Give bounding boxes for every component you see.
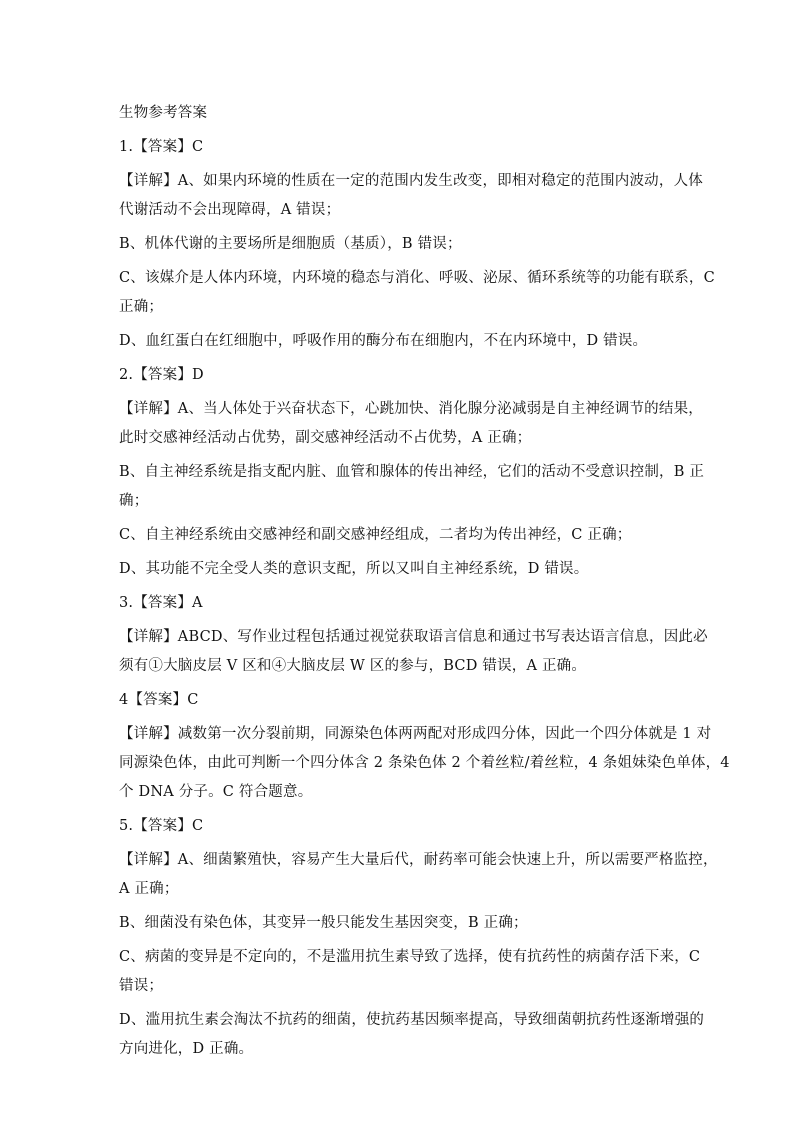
- text-line: 同源染色体，由此可判断一个四分体含 2 条染色体 2 个着丝粒/着丝粒，4 条姐妹染色单体，4: [119, 755, 730, 771]
- document-content: [119, 99, 730, 1069]
- answer-3: [119, 589, 708, 681]
- explanation-paragraph: [119, 846, 718, 904]
- text-line: C、该媒介是人体内环境，内环境的稳态与消化、呼吸、泌尿、循环系统等的功能有联系，C: [119, 270, 715, 286]
- text-line: D、滥用抗生素会淘汰不抗药的细菌，使抗药基因频率提高，导致细菌朝抗药性逐渐增强的: [119, 1012, 705, 1028]
- answer-header: 5.【答案】C: [119, 818, 204, 834]
- explanation-paragraph: [119, 230, 681, 259]
- text-line: C、病菌的变异是不定向的，不是滥用抗生素导致了选择，使有抗药性的病菌存活下来，C: [119, 949, 701, 965]
- answer-1: [119, 133, 715, 356]
- explanation-paragraph: [119, 458, 705, 516]
- explanation-paragraph: [119, 264, 715, 322]
- explanation-paragraph: [119, 909, 681, 938]
- explanation-paragraph: [119, 521, 681, 550]
- text-line: D、血红蛋白在红细胞中，呼吸作用的酶分布在细胞内，不在内环境中，D 错误。: [119, 333, 648, 349]
- text-line: C、自主神经系统由交感神经和副交感神经组成，二者均为传出神经，C 正确；: [119, 527, 632, 543]
- text-line: 【详解】A、如果内环境的性质在一定的范围内发生改变，即相对稳定的范围内波动，人体: [119, 173, 703, 189]
- text-line: 正确；: [119, 299, 164, 315]
- document-title: 生物参考答案: [119, 105, 208, 121]
- text-line: A 正确；: [119, 881, 179, 897]
- answer-header: 3.【答案】A: [119, 595, 203, 611]
- text-line: 确；: [119, 493, 149, 509]
- answer-2: [119, 361, 705, 584]
- answer-header: 2.【答案】D: [119, 367, 204, 383]
- text-line: 【详解】A、当人体处于兴奋状态下，心跳加快、消化腺分泌减弱是自主神经调节的结果，: [119, 401, 703, 417]
- text-line: D、其功能不完全受人类的意识支配，所以又叫自主神经系统，D 错误。: [119, 561, 589, 577]
- answer-5: [119, 812, 718, 1064]
- answer-header: 4【答案】C: [119, 692, 199, 708]
- text-line: 错误；: [119, 978, 164, 994]
- text-line: 【详解】减数第一次分裂前期，同源染色体两两配对形成四分体，因此一个四分体就是 1 对: [119, 726, 712, 742]
- text-line: 方向进化，D 正确。: [119, 1041, 254, 1057]
- text-line: B、细菌没有染色体，其变异一般只能发生基因突变，B 正确；: [119, 915, 528, 931]
- explanation-paragraph: [119, 167, 703, 225]
- text-line: 代谢活动不会出现障碍，A 错误；: [119, 202, 341, 218]
- text-line: 须有①大脑皮层 V 区和④大脑皮层 W 区的参与，BCD 错误，A 正确。: [119, 658, 587, 674]
- explanation-paragraph: [119, 720, 730, 807]
- explanation-paragraph: [119, 395, 703, 453]
- text-line: 此时交感神经活动占优势，副交感神经活动不占优势，A 正确；: [119, 430, 532, 446]
- explanation-paragraph: [119, 555, 681, 584]
- text-line: 个 DNA 分子。C 符合题意。: [119, 784, 313, 800]
- explanation-paragraph: [119, 623, 708, 681]
- answer-4: [119, 686, 730, 807]
- answer-header: 1.【答案】C: [119, 139, 204, 155]
- text-line: B、自主神经系统是指支配内脏、血管和腺体的传出神经，它们的活动不受意识控制，B 正: [119, 464, 705, 480]
- explanation-paragraph: [119, 327, 681, 356]
- text-line: 【详解】ABCD、写作业过程包括通过视觉获取语言信息和通过书写表达语言信息，因此必: [119, 629, 708, 645]
- explanation-paragraph: [119, 943, 701, 1001]
- explanation-paragraph: [119, 1006, 705, 1064]
- text-line: B、机体代谢的主要场所是细胞质（基质），B 错误；: [119, 236, 462, 252]
- text-line: 【详解】A、细菌繁殖快，容易产生大量后代，耐药率可能会快速上升，所以需要严格监控，: [119, 852, 718, 868]
